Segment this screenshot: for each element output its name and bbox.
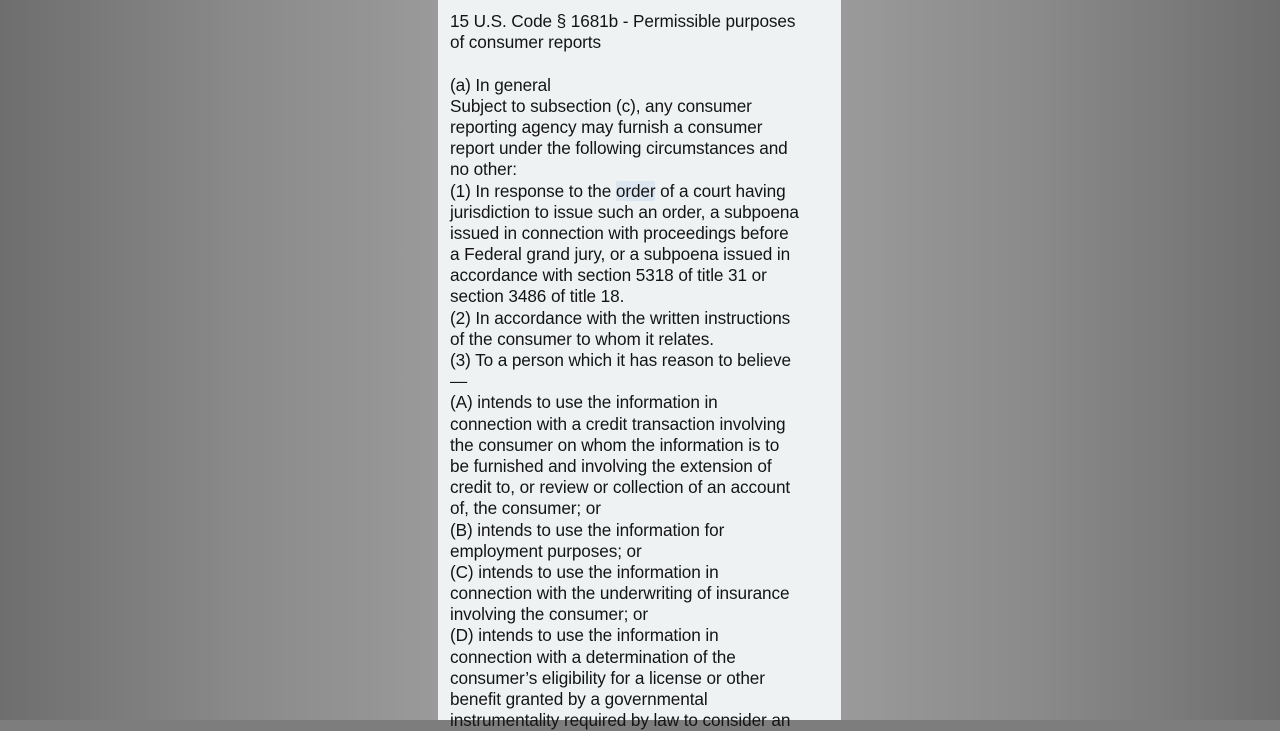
clause-a-line: credit to, or review or collection of an account — [450, 477, 791, 498]
paragraph-2-line: of the consumer to whom it relates. — [450, 328, 714, 349]
paragraph-1-line: jurisdiction to issue such an order, a subpoena — [450, 201, 799, 222]
document-text — [450, 11, 842, 731]
document-title-line: 15 U.S. Code § 1681b - Permissible purposes — [450, 11, 796, 31]
blurred-background-right — [841, 0, 1280, 720]
spacer — [450, 53, 842, 74]
clause-a-line: be furnished and involving the extension of — [450, 455, 772, 476]
document-panel[interactable] — [438, 0, 841, 731]
clause-a-line: of, the consumer; or — [450, 498, 601, 519]
intro-line: no other: — [450, 159, 517, 180]
clause-a-line: (A) intends to use the information in — [450, 392, 718, 413]
document-title-line: of consumer reports — [450, 32, 601, 53]
clause-d-line: (D) intends to use the information in — [450, 625, 719, 646]
clause-c-line: (C) intends to use the information in — [450, 561, 719, 582]
paragraph-1-line: a Federal grand jury, or a subpoena issued in — [450, 244, 791, 265]
section-heading: (a) In general — [450, 74, 551, 95]
clause-b-line: employment purposes; or — [450, 540, 642, 561]
highlighted-word[interactable]: order — [615, 180, 656, 201]
paragraph-1-line: accordance with section 5318 of title 31 or — [450, 265, 767, 286]
paragraph-1-line: issued in connection with proceedings before — [450, 222, 789, 243]
intro-line: report under the following circumstances and — [450, 138, 788, 159]
clause-d-line: benefit granted by a governmental — [450, 689, 708, 709]
paragraph-3-line: (3) To a person which it has reason to believe — [450, 350, 791, 370]
paragraph-1-text-before: (1) In response to the — [450, 180, 616, 201]
clause-d-line: consumer’s eligibility for a license or other — [450, 667, 765, 688]
paragraph-1-text-after: of a court having — [655, 180, 786, 201]
clause-d-line: connection with a determination of the — [450, 646, 736, 667]
clause-b-line: (B) intends to use the information for — [450, 519, 725, 540]
clause-a-line: connection with a credit transaction involving — [450, 413, 786, 434]
paragraph-1-first-line — [450, 181, 842, 202]
intro-line: Subject to subsection (c), any consumer — [450, 95, 752, 116]
clause-d-line: instrumentality required by law to consider an — [450, 710, 791, 731]
intro-line: reporting agency may furnish a consumer — [450, 116, 763, 137]
paragraph-2-line: (2) In accordance with the written instructions — [450, 307, 791, 328]
paragraph-1-line: section 3486 of title 18. — [450, 286, 625, 307]
clause-c-line: involving the consumer; or — [450, 604, 649, 625]
clause-c-line: connection with the underwriting of insurance — [450, 583, 790, 604]
paragraph-3-line: — — [450, 371, 468, 392]
clause-a-line: the consumer on whom the information is to — [450, 434, 780, 455]
blurred-background-left — [0, 0, 438, 720]
